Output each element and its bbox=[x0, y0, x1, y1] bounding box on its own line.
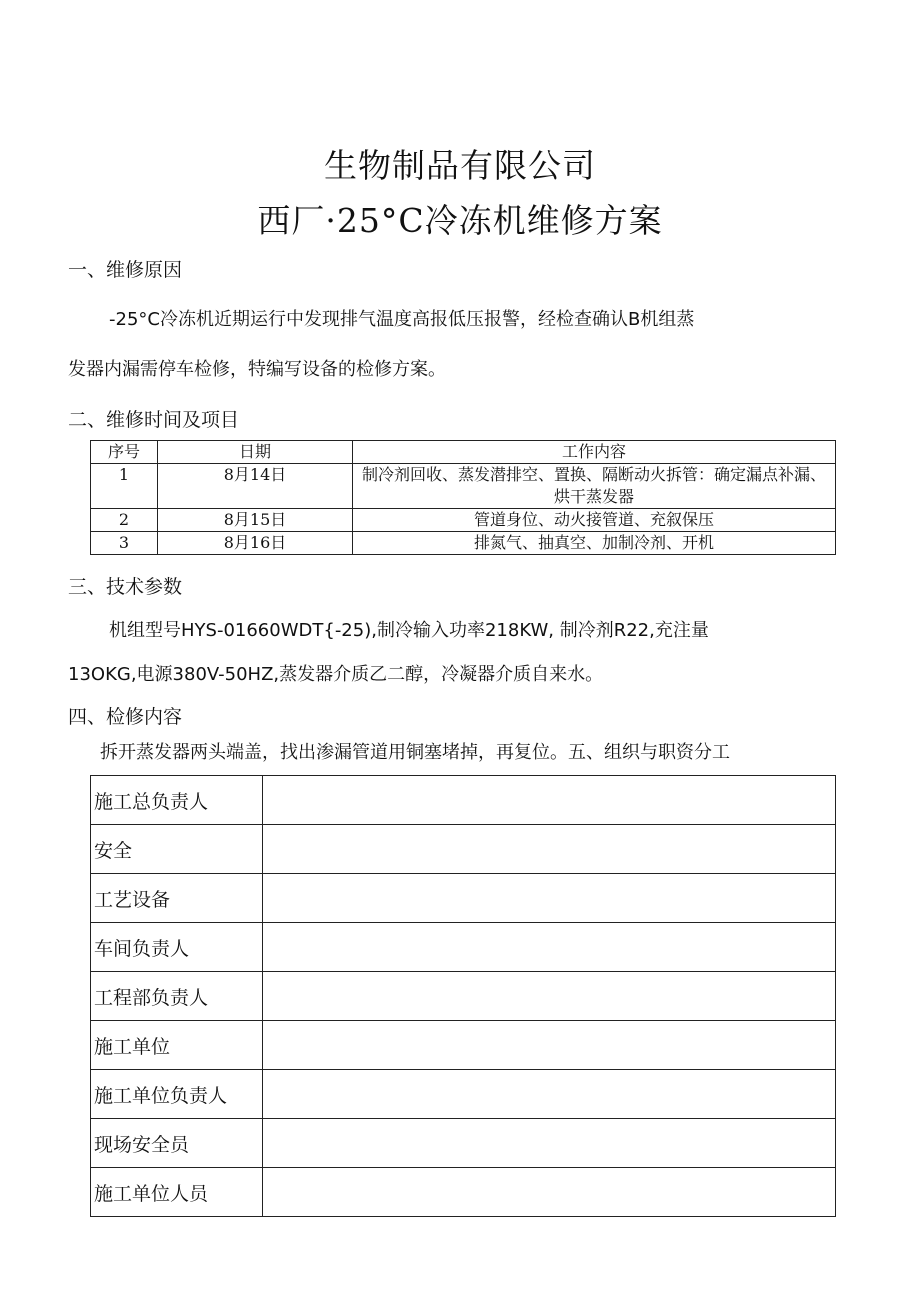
section-2-heading: 二、维修时间及项目 bbox=[68, 409, 240, 431]
section-4-line-1: 拆开蒸发器两头端盖，找出渗漏管道用铜塞堵掉，再复位。五、组织与职资分工 bbox=[100, 742, 730, 763]
table-row bbox=[91, 825, 836, 874]
roles-table bbox=[90, 775, 836, 1217]
section-1-heading: 一、维修原因 bbox=[68, 259, 183, 281]
role-value bbox=[263, 1168, 836, 1217]
page-bottom-mask bbox=[88, 1219, 840, 1309]
role-value bbox=[263, 776, 836, 825]
schedule-table bbox=[90, 440, 836, 555]
header-no: 序号 bbox=[91, 441, 158, 464]
header-date: 日期 bbox=[158, 441, 353, 464]
table-row bbox=[91, 1119, 836, 1168]
company-title: 生物制品有限公司 bbox=[324, 146, 596, 185]
role-label: 施工单位负责人 bbox=[91, 1070, 263, 1119]
table-row bbox=[91, 874, 836, 923]
section-3-heading: 三、技术参数 bbox=[68, 576, 183, 598]
table-row bbox=[91, 923, 836, 972]
role-value bbox=[263, 825, 836, 874]
role-value bbox=[263, 1021, 836, 1070]
role-label: 现场安全员 bbox=[91, 1119, 263, 1168]
role-label: 安全 bbox=[91, 825, 263, 874]
role-value bbox=[263, 1070, 836, 1119]
section-3-line-1: 机组型号HYS-01660WDT{-25),制冷输入功率218KW, 制冷剂R22,充注量 bbox=[109, 620, 709, 641]
row-date: 8月16日 bbox=[158, 532, 353, 555]
table-row bbox=[91, 1021, 836, 1070]
role-value bbox=[263, 1119, 836, 1168]
role-value bbox=[263, 923, 836, 972]
role-value bbox=[263, 972, 836, 1021]
row-no: 2 bbox=[91, 509, 158, 532]
table-row bbox=[91, 464, 836, 509]
role-label: 工艺设备 bbox=[91, 874, 263, 923]
row-date: 8月15日 bbox=[158, 509, 353, 532]
table-row bbox=[91, 1070, 836, 1119]
row-date: 8月14日 bbox=[158, 464, 353, 509]
row-no: 1 bbox=[91, 464, 158, 509]
schedule-header-row bbox=[91, 441, 836, 464]
table-row bbox=[91, 532, 836, 555]
role-label: 施工单位人员 bbox=[91, 1168, 263, 1217]
role-value bbox=[263, 874, 836, 923]
role-label: 施工总负责人 bbox=[91, 776, 263, 825]
section-1-line-2: 发器内漏需停车检修，特编写设备的检修方案。 bbox=[68, 359, 446, 380]
table-row bbox=[91, 509, 836, 532]
table-row bbox=[91, 972, 836, 1021]
plan-title: 西厂·25°C冷冻机维修方案 bbox=[257, 201, 663, 240]
table-row bbox=[91, 1168, 836, 1217]
row-work: 制冷剂回收、蒸发潜排空、置换、隔断动火拆管：确定漏点补漏、烘干蒸发器 bbox=[353, 464, 836, 509]
row-no: 3 bbox=[91, 532, 158, 555]
table-row bbox=[91, 776, 836, 825]
row-work: 排氮气、抽真空、加制冷剂、开机 bbox=[353, 532, 836, 555]
header-work: 工作内容 bbox=[353, 441, 836, 464]
section-4-heading: 四、检修内容 bbox=[68, 706, 183, 728]
role-label: 施工单位 bbox=[91, 1021, 263, 1070]
section-3-line-2: 13OKG,电源380V-50HZ,蒸发器介质乙二醇，冷凝器介质自来水。 bbox=[68, 664, 604, 685]
role-label: 车间负责人 bbox=[91, 923, 263, 972]
row-work: 管道身位、动火接管道、充叙保压 bbox=[353, 509, 836, 532]
role-label: 工程部负责人 bbox=[91, 972, 263, 1021]
section-1-line-1: -25°C冷冻机近期运行中发现排气温度高报低压报警，经检查确认B机组蒸 bbox=[109, 309, 695, 330]
